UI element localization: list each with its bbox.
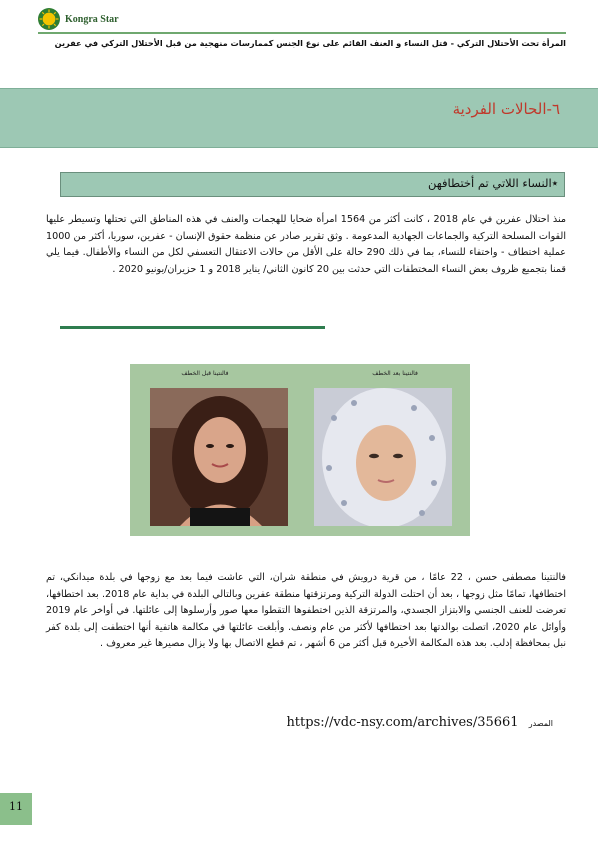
brand-name: Kongra Star — [65, 13, 119, 25]
photo-before-abduction — [150, 388, 288, 526]
photo-after-abduction — [314, 388, 452, 526]
brand-logo — [38, 8, 119, 30]
photo-panel — [130, 364, 470, 536]
intro-paragraph: منذ احتلال عفرين في عام 2018 ، كانت أكثر من 1564 امرأة ضحايا للهجمات والعنف في هذه المناطق التي تحتلها وتسيطر عليها القوات المسلحة التركية والجماعات الجهادية المدعومة . وثق تقرير صادر عن منظمة حقوق الإنسان - عفرين، سوريا، أكثر من 1000 عملية اختطاف - واختفاء للنساء، بما في ذلك 290 حالة على الأقل من حالات الاعتقال التعسفي لكل من النساء والأطفال. فيما يلي قمنا بتجميع ظروف بعض النساء المختطفات التي حدثت بين 20 كانون الثاني/ يناير 2018 و 1 حزيران/يونيو 2020 . — [46, 214, 566, 275]
section-banner — [0, 88, 598, 148]
case-paragraph: فالنتينا مصطفى حسن ، 22 عامًا ، من قرية درويش في منطقة شران، التي عاشت فيما بعد مع زوجها في بلدة ميدانكي، تم اختطافها، تمامًا مثل زوجها ، بعد أن احتلت الدولة التركية ومرتزقتها منطقة عفرين وبالتالي البلدة في بداية عام 2018. بعد اختطافها، تعرضت للعنف الجنسي والابتزاز الجسدي، والمرتزقة الذين اختطفوها التقطوا معها صور وأرسلوها إلى عائلتها. في أواخر عام 2019 وأوائل عام 2020، اتصلت بوالدتها بعد اختطافها لأكثر من عام ونصف. وأبلغت عائلتها في مكالمة هاتفية أنها اختطفت إلى بلدة كفر نبل بمحافظة إدلب. بعد هذه المكالمة الأخيرة قبل أكثر من 6 أشهر ، تم قطع الاتصال بها ولا يزال مصيرها غير معروف . — [46, 572, 566, 650]
source-citation — [286, 715, 553, 730]
section-heading: ٦-الحالات الفردية — [452, 100, 560, 118]
caption-after-abduction: فالنتينا بعد الخطف — [372, 370, 418, 377]
page-number: 11 — [9, 800, 23, 813]
source-label: المصدر — [528, 719, 553, 728]
document-title: المرأة تحت الأحتلال التركي - قتل النساء و العنف القائم على نوع الجنس كممارسات منهجية من قبل الأحتلال التركي في عفرين — [54, 38, 566, 48]
sun-logo-icon — [38, 8, 60, 30]
source-link[interactable]: https://vdc-nsy.com/archives/35661 — [286, 715, 519, 730]
caption-before-abduction: فالنتينا قبل الخطف — [181, 370, 229, 377]
section-rule — [60, 326, 325, 329]
header-divider — [38, 32, 566, 34]
subsection-heading: ٭النساء اللاتي تم أختطافهن — [427, 176, 558, 190]
